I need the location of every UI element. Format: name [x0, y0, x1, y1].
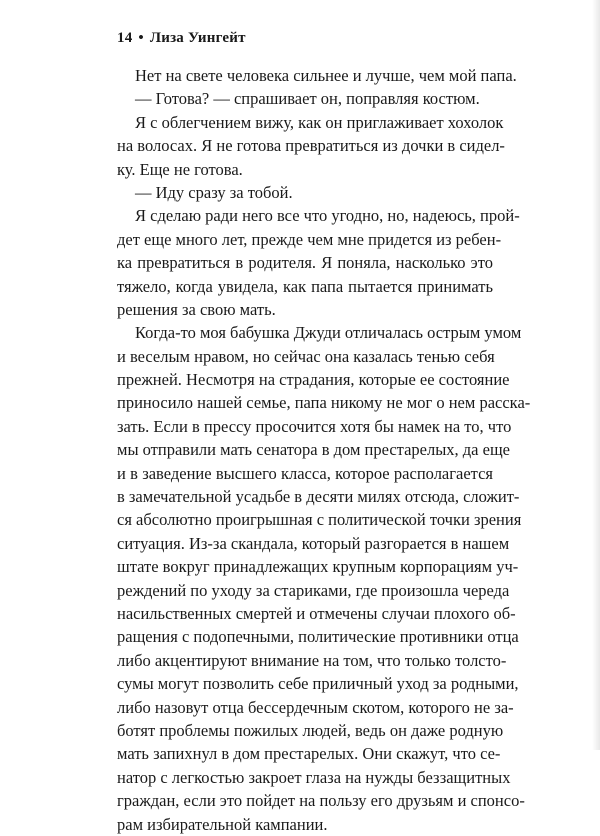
text-line: Я с облегчением вижу, как он приглаживает хохолок	[135, 112, 504, 132]
text-line: Когда-то моя бабушка Джуди отличалась острым умом	[135, 323, 522, 343]
page-number: 14	[117, 30, 133, 46]
text-line: граждан, если это пойдет на пользу его друзьям и спонсо-	[117, 791, 525, 811]
text-line: приносило нашей семье, папа никому не мог о нем расска-	[117, 393, 531, 413]
text-line: реждений по уходу за стариками, где произошла череда	[117, 580, 510, 600]
text-line: решения за свою мать.	[117, 299, 276, 319]
text-line: мать запихнул в дом престарелых. Они скажут, что се-	[117, 744, 501, 764]
text-line: натор с легкостью закроет глаза на нужды беззащитных	[117, 767, 511, 787]
text-line: — Готова? — спрашивает он, поправляя костюм.	[135, 89, 480, 109]
text-line: ся абсолютно проигрышная с политической точки зрения	[117, 510, 522, 530]
text-line: рам избирательной кампании.	[117, 814, 328, 834]
text-line: и в заведение высшего класса, которое располагается	[117, 463, 493, 483]
running-header	[117, 30, 246, 47]
text-line: ботят проблемы пожилых людей, ведь он даже родную	[117, 720, 504, 740]
text-line: либо акцентируют внимание на том, что только толсто-	[117, 650, 507, 670]
text-line: тяжело, когда увидела, как папа пытается принимать	[117, 276, 493, 296]
text-line: ка превратиться в родителя. Я поняла, насколько это	[117, 253, 493, 273]
text-line: ку. Еще не готова.	[117, 159, 243, 179]
text-line: на волосах. Я не готова превратиться из дочки в сидел-	[117, 136, 505, 156]
text-line: прежней. Несмотря на страдания, которые ее состояние	[117, 370, 510, 390]
text-line: сумы могут позволить себе приличный уход за родными,	[117, 674, 519, 694]
text-line: либо назовут отца бессердечным скотом, которого не за-	[117, 697, 514, 717]
text-line: зать. Если в прессу просочится хотя бы намек на то, что	[117, 416, 512, 436]
text-line: Я сделаю ради него все что угодно, но, надеюсь, прой-	[135, 206, 520, 226]
text-line: и веселым нравом, но сейчас она казалась тенью себя	[117, 346, 495, 366]
text-line: мы отправили мать сенатора в дом престарелых, да еще	[117, 440, 510, 460]
running-title: Лиза Уингейт	[149, 30, 246, 46]
body-text	[117, 64, 531, 836]
text-line: Нет на свете человека сильнее и лучше, чем мой папа.	[135, 66, 517, 85]
page-edge-shadow	[592, 0, 600, 750]
text-line: штате вокруг принадлежащих крупным корпорациям уч-	[117, 557, 519, 577]
text-line: — Иду сразу за тобой.	[135, 182, 293, 202]
text-line: ращения с подопечными, политические противники отца	[117, 627, 519, 647]
text-line: ситуация. Из-за скандала, который разгорается в нашем	[117, 533, 510, 553]
header-separator: •	[138, 30, 144, 46]
text-line: дет еще много лет, прежде чем мне придется из ребен-	[117, 229, 502, 249]
text-line: насильственных смертей и отмечены случаи плохого об-	[117, 603, 516, 623]
text-line: в замечательной усадьбе в десяти милях отсюда, сложит-	[117, 487, 520, 507]
